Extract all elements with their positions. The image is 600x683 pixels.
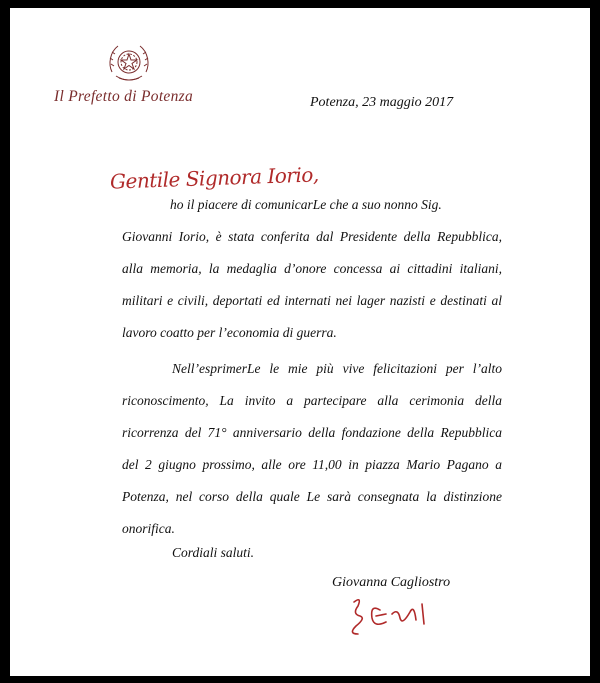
handwritten-signature (340, 590, 440, 640)
body-line: lavoro coatto per l’economia di guerra. (122, 325, 337, 340)
italian-republic-emblem-icon (104, 38, 154, 88)
signatory-name: Giovanna Cagliostro (332, 575, 451, 590)
body-line: alla memoria, la medaglia d’onore concessa ai cittadini italiani, (122, 261, 502, 276)
body-line: del 2 giugno prossimo, alle ore 11,00 in piazza Mario Pagano a (122, 457, 502, 472)
body-line: ho il piacere di comunicarLe che a suo nonno Sig. (170, 197, 442, 212)
body-line: ricorrenza del 71° anniversario della fondazione della Repubblica (122, 425, 502, 440)
body-line: militari e civili, deportati ed internati nei lager nazisti e destinati al (122, 293, 502, 308)
body-line: riconoscimento, La invito a partecipare alla cerimonia della (122, 393, 502, 408)
letter-date: Potenza, 23 maggio 2017 (310, 95, 454, 110)
body-line: onorifica. (122, 521, 175, 536)
body-line: Nell’esprimerLe le mie più vive felicitazioni per l’alto (172, 361, 502, 376)
letter-page (10, 8, 590, 676)
letterhead-office: Il Prefetto di Potenza (54, 88, 194, 105)
body-line: Potenza, nel corso della quale Le sarà consegnata la distinzione (122, 489, 502, 504)
handwritten-salutation: Gentile Signora Iorio, (109, 162, 320, 194)
closing-line: Cordiali saluti. (172, 545, 255, 560)
body-line: Giovanni Iorio, è stata conferita dal Presidente della Repubblica, (122, 229, 502, 244)
